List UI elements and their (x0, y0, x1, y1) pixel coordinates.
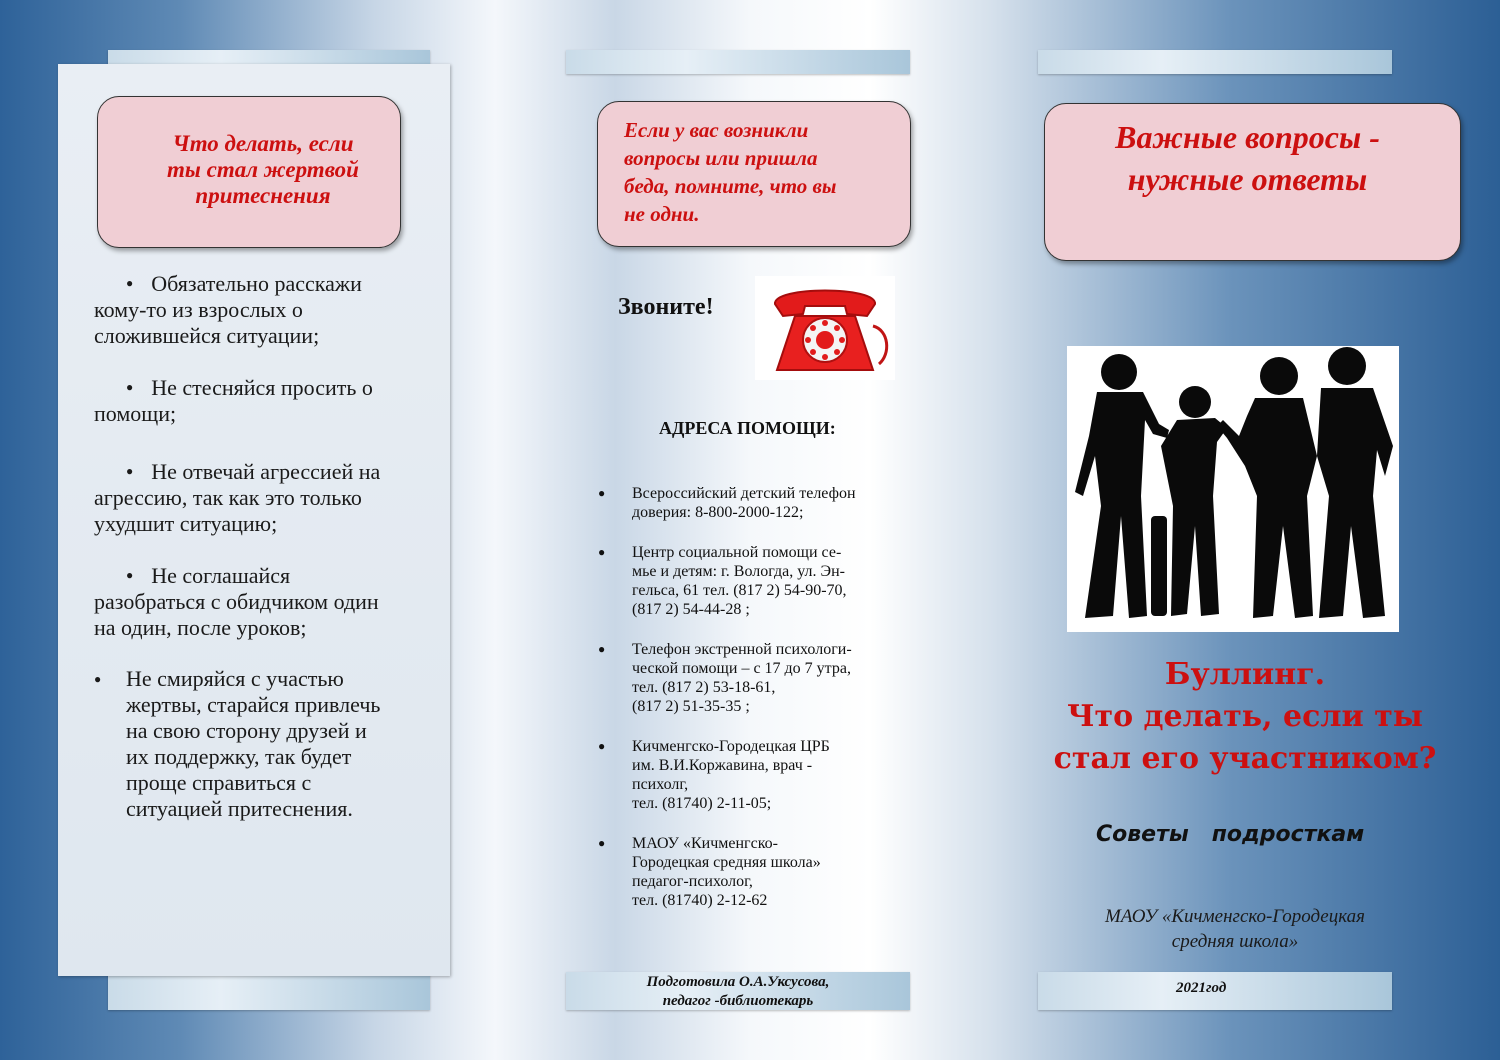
right-header-box (1044, 103, 1461, 261)
main-title-line: Буллинг. (1164, 657, 1326, 692)
middle-header-line: вопросы или пришла (624, 146, 818, 170)
right-header-line: нужные ответы (1127, 161, 1368, 197)
middle-header-box (597, 101, 911, 247)
left-header-box (97, 96, 401, 248)
tip-item: ● Не соглашайся разобраться с обидчиком один на один, после уроков; (94, 563, 379, 640)
bullying-silhouette-icon (1067, 346, 1399, 632)
left-header-line: притеснения (195, 183, 331, 208)
tip-item: ● Обязательно расскажи кому-то из взрослых о сложившейся ситуации; (94, 271, 362, 348)
top-bar-middle (566, 50, 910, 74)
author-line: Подготовила О.А.Уксусова, (646, 974, 830, 990)
red-telephone-icon (755, 276, 895, 380)
tip-item: ● Не отвечай агрессией на агрессию, так как это только ухудшит ситуацию; (94, 459, 381, 536)
bottom-bar-left (108, 972, 430, 1010)
subtitle: Советы подросткам (1096, 822, 1365, 847)
tip-item: ● Не стесняйся просить о помощи; (94, 375, 373, 426)
main-title-line: Что делать, если ты (1067, 699, 1423, 734)
main-title (1040, 654, 1450, 780)
author-line: педагог -библиотекарь (662, 993, 814, 1009)
school-line: МАОУ «Кичменгско-Городецкая (1105, 906, 1365, 927)
middle-footer-bar (566, 972, 910, 1010)
middle-header-line: беда, помните, что вы (624, 174, 837, 198)
right-header-line: Важные вопросы - (1115, 119, 1380, 155)
year-label: 2021год (1176, 980, 1227, 996)
addresses-title: АДРЕСА ПОМОЩИ: (659, 418, 836, 438)
tip-item: ● Не смиряйся с участью жертвы, старайся привлечь на свою сторону друзей и их поддержку, так будет проще справиться с ситуацией притеснения. (94, 666, 381, 821)
call-label: Звоните! (618, 294, 714, 320)
middle-header-line: не одни. (624, 202, 700, 226)
top-bar-right (1038, 50, 1392, 74)
right-footer-bar (1038, 972, 1392, 1010)
middle-header-line: Если у вас возникли (624, 118, 809, 142)
school-name (1040, 904, 1430, 954)
left-header-line: ты стал жертвой (167, 157, 359, 182)
main-title-line: стал его участником? (1053, 741, 1437, 776)
school-line: средняя школа» (1171, 931, 1299, 952)
left-header-line: Что делать, если (172, 131, 354, 156)
